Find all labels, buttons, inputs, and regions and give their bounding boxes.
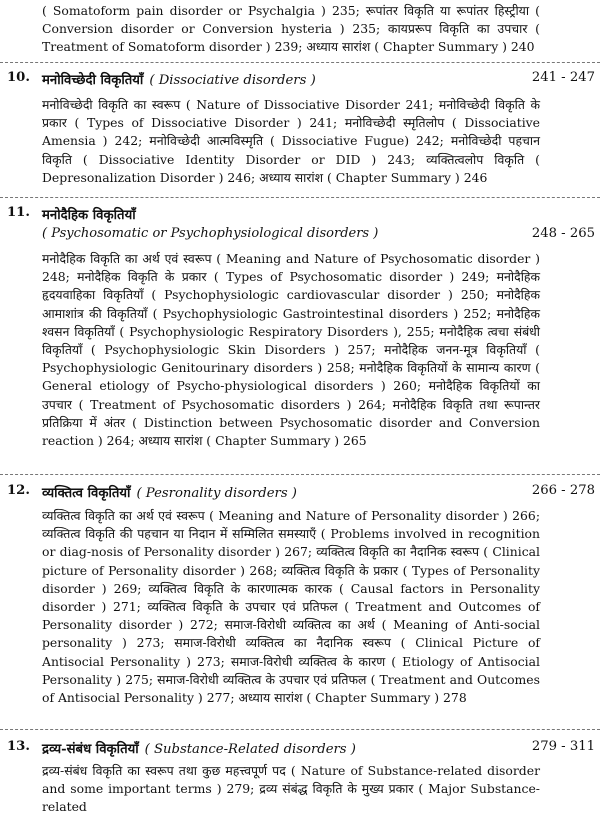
chapter-number: 13. [7, 739, 30, 754]
chapter-title-english: ( Substance-Related disorders ) [144, 742, 356, 757]
chapter-contents-text: मनोदैहिक विकृति का अर्थ एवं स्वरूप ( Meaning and Nature of Psychosomatic disorder ) 248; मनोदैहिक विकृति के प्रकार ( Types of Psychosomatic disorder ) 249; मनोदैहिक हृदयवाहिका विकृतियाँ ( Psychophysiologic cardiovascular disorder ) 250; मनोदैहिक आमाशांत्र की विकृतियाँ ( Psychophysiologic Gastrointestinal disorders ) 252; मनोदैहिक श्वसन विकृतियाँ ( Psychophysiologic Respiratory Disorders ), 255; मनोदैहिक त्वचा संबंधी विकृतियाँ ( Psychophysiologic Skin Disorders ) 257; मनोदैहिक जनन-मूत्र विकृतियाँ ( Psychophysiologic Genitourinary disorders ) 258; मनोदैहिक विकृतियों के सामान्य कारण ( General etiology of Psycho-physiological disorders ) 260; मनोदैहिक विकृतियों का उपचार ( Treatment of Psychosomatic disorders ) 264; मनोदैहिक विकृति तथा रूपान्तर प्रतिक्रिया में अंतर ( Distinction between Psychosomatic disorder and Conversion reaction ) 264; अध्याय सारांश ( Chapter Summary ) 265 [42, 251, 540, 449]
chapter-page-range: 279 - 311 [531, 739, 595, 754]
chapter-page-range: 248 - 265 [531, 226, 595, 241]
chapter-number: 12. [7, 483, 30, 498]
chapter-page-range: 241 - 247 [531, 70, 595, 85]
chapter-title-english: ( Pesronality disorders ) [136, 486, 297, 501]
section-divider [0, 729, 600, 730]
chapter-page-range: 266 - 278 [531, 483, 595, 498]
chapter-title-hindi: व्यक्तित्व विकृतियाँ [42, 486, 131, 501]
chapter-title-english: ( Dissociative disorders ) [149, 73, 316, 88]
chapter-title-hindi: द्रव्य-संबंध विकृतियाँ [42, 742, 139, 757]
chapter-title-hindi: मनोदैहिक विकृतियाँ [42, 208, 136, 223]
chapter-contents-text: मनोविच्छेदी विकृति का स्वरूप ( Nature of Dissociative Disorder 241; मनोविच्छेदी विकृति के प्रकार ( Types of Dissociative Disorder ) 241; मनोविच्छेदी स्मृतिलोप ( Dissociative Amensia ) 242; मनोविच्छेदी आत्मविस्मृति ( Dissociative Fugue) 242; मनोविच्छेदी पहचान विकृति ( Dissociative Identity Disorder or DID ) 243; व्यक्तित्वलोप विकृति ( Depresonalization Disorder ) 246; अध्याय सारांश ( Chapter Summary ) 246 [42, 97, 540, 185]
chapter-subheading [0, 226, 600, 246]
chapter-heading [0, 205, 600, 225]
chapter-title-hindi: मनोविच्छेदी विकृतियाँ [42, 73, 144, 88]
chapter-contents-text: द्रव्य-संबंध विकृति का स्वरूप तथा कुछ महत्त्वपूर्ण पद ( Nature of Substance-related disorder and some important terms ) 279; द्रव्य संबंद्ध विकृति के मुख्य प्रकार ( Major Substance-related [42, 763, 540, 815]
chapter-title [42, 739, 356, 757]
chapter-9-continuation-text: ( Somatoform pain disorder or Psychalgia ) 235; रूपांतर विकृति या रूपांतर हिस्ट्रीया ( Conversion disorder or Conversion hysteria ) 235; कायप्ररूप विकृति का उपचार ( Treatment of Somatoform disorder ) 239; अध्याय सारांश ( Chapter Summary ) 240 [42, 3, 540, 55]
chapter-number: 11. [7, 205, 30, 220]
chapter-title [42, 483, 297, 501]
section-divider [0, 474, 600, 475]
section-divider [0, 197, 600, 198]
chapter-heading [0, 483, 600, 503]
chapter-contents-text: व्यक्तित्व विकृति का अर्थ एवं स्वरूप ( Meaning and Nature of Personality disorder ) 266; व्यक्तित्व विकृति की पहचान या निदान में सम्मिलित समस्याएँ ( Problems involved in recognition or diag-nosis of Personality disorder ) 267; व्यक्तित्व विकृति का नैदानिक स्वरूप ( Clinical picture of Personality disorder ) 268; व्यक्तित्व विकृति के प्रकार ( Types of Personality disorder ) 269; व्यक्तित्व विकृति के कारणात्मक कारक ( Causal factors in Personality disorder ) 271; व्यक्तित्व विकृति के उपचार एवं प्रतिफल ( Treatment and Outcomes of Personality disorder ) 272; समाज-विरोधी व्यक्तित्व का अर्थ ( Meaning of Anti-social personality ) 273; समाज-विरोधी व्यक्तित्व का नैदानिक स्वरूप ( Clinical Picture of Antisocial Personality ) 273; समाज-विरोधी व्यक्तित्व के कारण ( Etiology of Antisocial Personality ) 275; समाज-विरोधी व्यक्तित्व के उपचार एवं प्रतिफल ( Treatment and Outcomes of Antisocial Personality ) 277; अध्याय सारांश ( Chapter Summary ) 278 [42, 508, 540, 706]
chapter-number: 10. [7, 70, 30, 85]
chapter-heading [0, 70, 600, 90]
chapter-heading [0, 739, 600, 759]
chapter-title-english: ( Psychosomatic or Psychophysiological disorders ) [42, 226, 379, 241]
chapter-title [42, 70, 316, 88]
section-divider [0, 62, 600, 63]
